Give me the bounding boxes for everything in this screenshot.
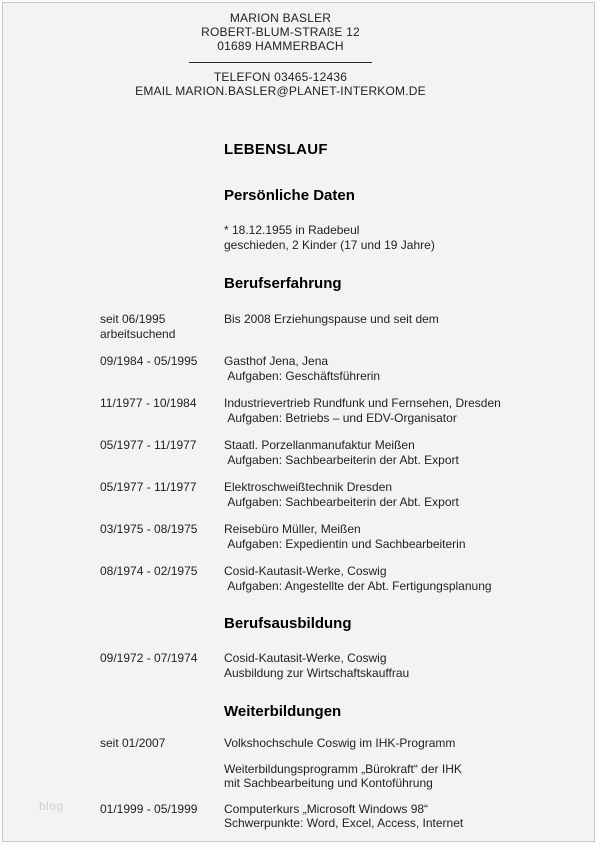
entry-date: seit 06/1995 arbeitsuchend bbox=[100, 312, 176, 341]
entry-line: Weiterbildungsprogramm „Bürokraft“ der IHK bbox=[224, 761, 462, 776]
section-heading-work-experience: Berufserfahrung bbox=[224, 275, 342, 292]
contact-email: EMAIL MARION.BASLER@PLANET-INTERKOM.DE bbox=[135, 84, 426, 98]
entry-date bbox=[100, 223, 224, 252]
resume-entry bbox=[100, 802, 594, 831]
resume-entry bbox=[100, 651, 594, 680]
entry-date: seit 01/2007 bbox=[100, 736, 166, 750]
entry-date: 01/1999 - 05/1999 bbox=[100, 801, 198, 816]
blog-watermark: blog bbox=[39, 799, 64, 813]
section-heading-further-education: Weiterbildungen bbox=[224, 703, 342, 720]
resume-entry bbox=[100, 354, 594, 383]
entry-line: Aufgaben: Geschäftsführerin bbox=[224, 368, 381, 383]
entry-date: 09/1984 - 05/1995 bbox=[100, 354, 198, 368]
entry-line: Volkshochschule Coswig im IHK-Programm bbox=[224, 736, 456, 750]
entry-line: Gasthof Jena, Jena bbox=[224, 354, 329, 368]
contact-header bbox=[3, 3, 558, 98]
entry-line: Cosid-Kautasit-Werke, Coswig bbox=[224, 651, 387, 665]
resume-entry bbox=[100, 762, 594, 791]
entry-line: Cosid-Kautasit-Werke, Coswig bbox=[224, 564, 387, 578]
entry-line: geschieden, 2 Kinder (17 und 19 Jahre) bbox=[224, 237, 435, 252]
entry-line: mit Sachbearbeitung und Kontoführung bbox=[224, 776, 433, 790]
entry-line: Computerkurs „Microsoft Windows 98“ bbox=[224, 801, 429, 816]
resume-entry bbox=[100, 564, 594, 593]
resume-entry bbox=[100, 438, 594, 467]
entry-date: 09/1972 - 07/1974 bbox=[100, 651, 198, 665]
entry-line: Ausbildung zur Wirtschaftskauffrau bbox=[224, 665, 410, 680]
contact-city: 01689 HAMMERBACH bbox=[217, 39, 344, 53]
resume-entry bbox=[100, 736, 594, 751]
entry-line: Industrievertrieb Rundfunk und Fernsehen, Dresden bbox=[224, 396, 501, 410]
document-title: LEBENSLAUF bbox=[224, 141, 328, 158]
entry-line: Staatl. Porzellanmanufaktur Meißen bbox=[224, 438, 415, 452]
entry-line: Aufgaben: Expedientin und Sachbearbeiterin bbox=[224, 536, 466, 551]
entry-date: 05/1977 - 11/1977 bbox=[100, 480, 197, 494]
resume-entry bbox=[100, 312, 594, 341]
contact-name: MARION BASLER bbox=[229, 11, 332, 25]
resume-entry bbox=[100, 522, 594, 551]
entry-line: Elektroschweißtechnik Dresden bbox=[224, 480, 393, 494]
resume-entry bbox=[100, 223, 594, 252]
resume-entry bbox=[100, 480, 594, 509]
section-heading-vocational-training: Berufsausbildung bbox=[224, 615, 352, 632]
entry-date: 08/1974 - 02/1975 bbox=[100, 564, 198, 578]
entry-date bbox=[100, 762, 224, 791]
entry-date: 03/1975 - 08/1975 bbox=[100, 522, 198, 536]
section-further-education bbox=[3, 704, 594, 831]
entry-date: 05/1977 - 11/1977 bbox=[100, 438, 197, 452]
entry-line: Reisebüro Müller, Meißen bbox=[224, 522, 361, 536]
entry-line: Aufgaben: Sachbearbeiterin der Abt. Export bbox=[224, 452, 459, 467]
resume-entry bbox=[100, 396, 594, 425]
section-work-experience bbox=[3, 276, 594, 593]
header-divider bbox=[189, 62, 372, 63]
entry-line: Aufgaben: Betriebs – und EDV-Organisator bbox=[224, 410, 457, 425]
entry-date: 11/1977 - 10/1984 bbox=[100, 396, 197, 410]
contact-phone: TELEFON 03465-12436 bbox=[213, 70, 348, 84]
section-vocational-training bbox=[3, 616, 594, 680]
entry-line: Aufgaben: Angestellte der Abt. Fertigungsplanung bbox=[224, 578, 492, 593]
entry-line: Schwerpunkte: Word, Excel, Access, Internet bbox=[224, 816, 464, 830]
entry-line: Bis 2008 Erziehungspause und seit dem bbox=[224, 312, 439, 326]
entry-line: Aufgaben: Sachbearbeiterin der Abt. Export bbox=[224, 494, 459, 509]
resume-page bbox=[2, 2, 595, 842]
section-heading-personal-data: Persönliche Daten bbox=[224, 187, 355, 204]
entry-line: * 18.12.1955 in Radebeul bbox=[224, 223, 360, 237]
contact-street: ROBERT-BLUM-STRAßE 12 bbox=[201, 25, 360, 39]
section-personal-data bbox=[3, 188, 594, 252]
